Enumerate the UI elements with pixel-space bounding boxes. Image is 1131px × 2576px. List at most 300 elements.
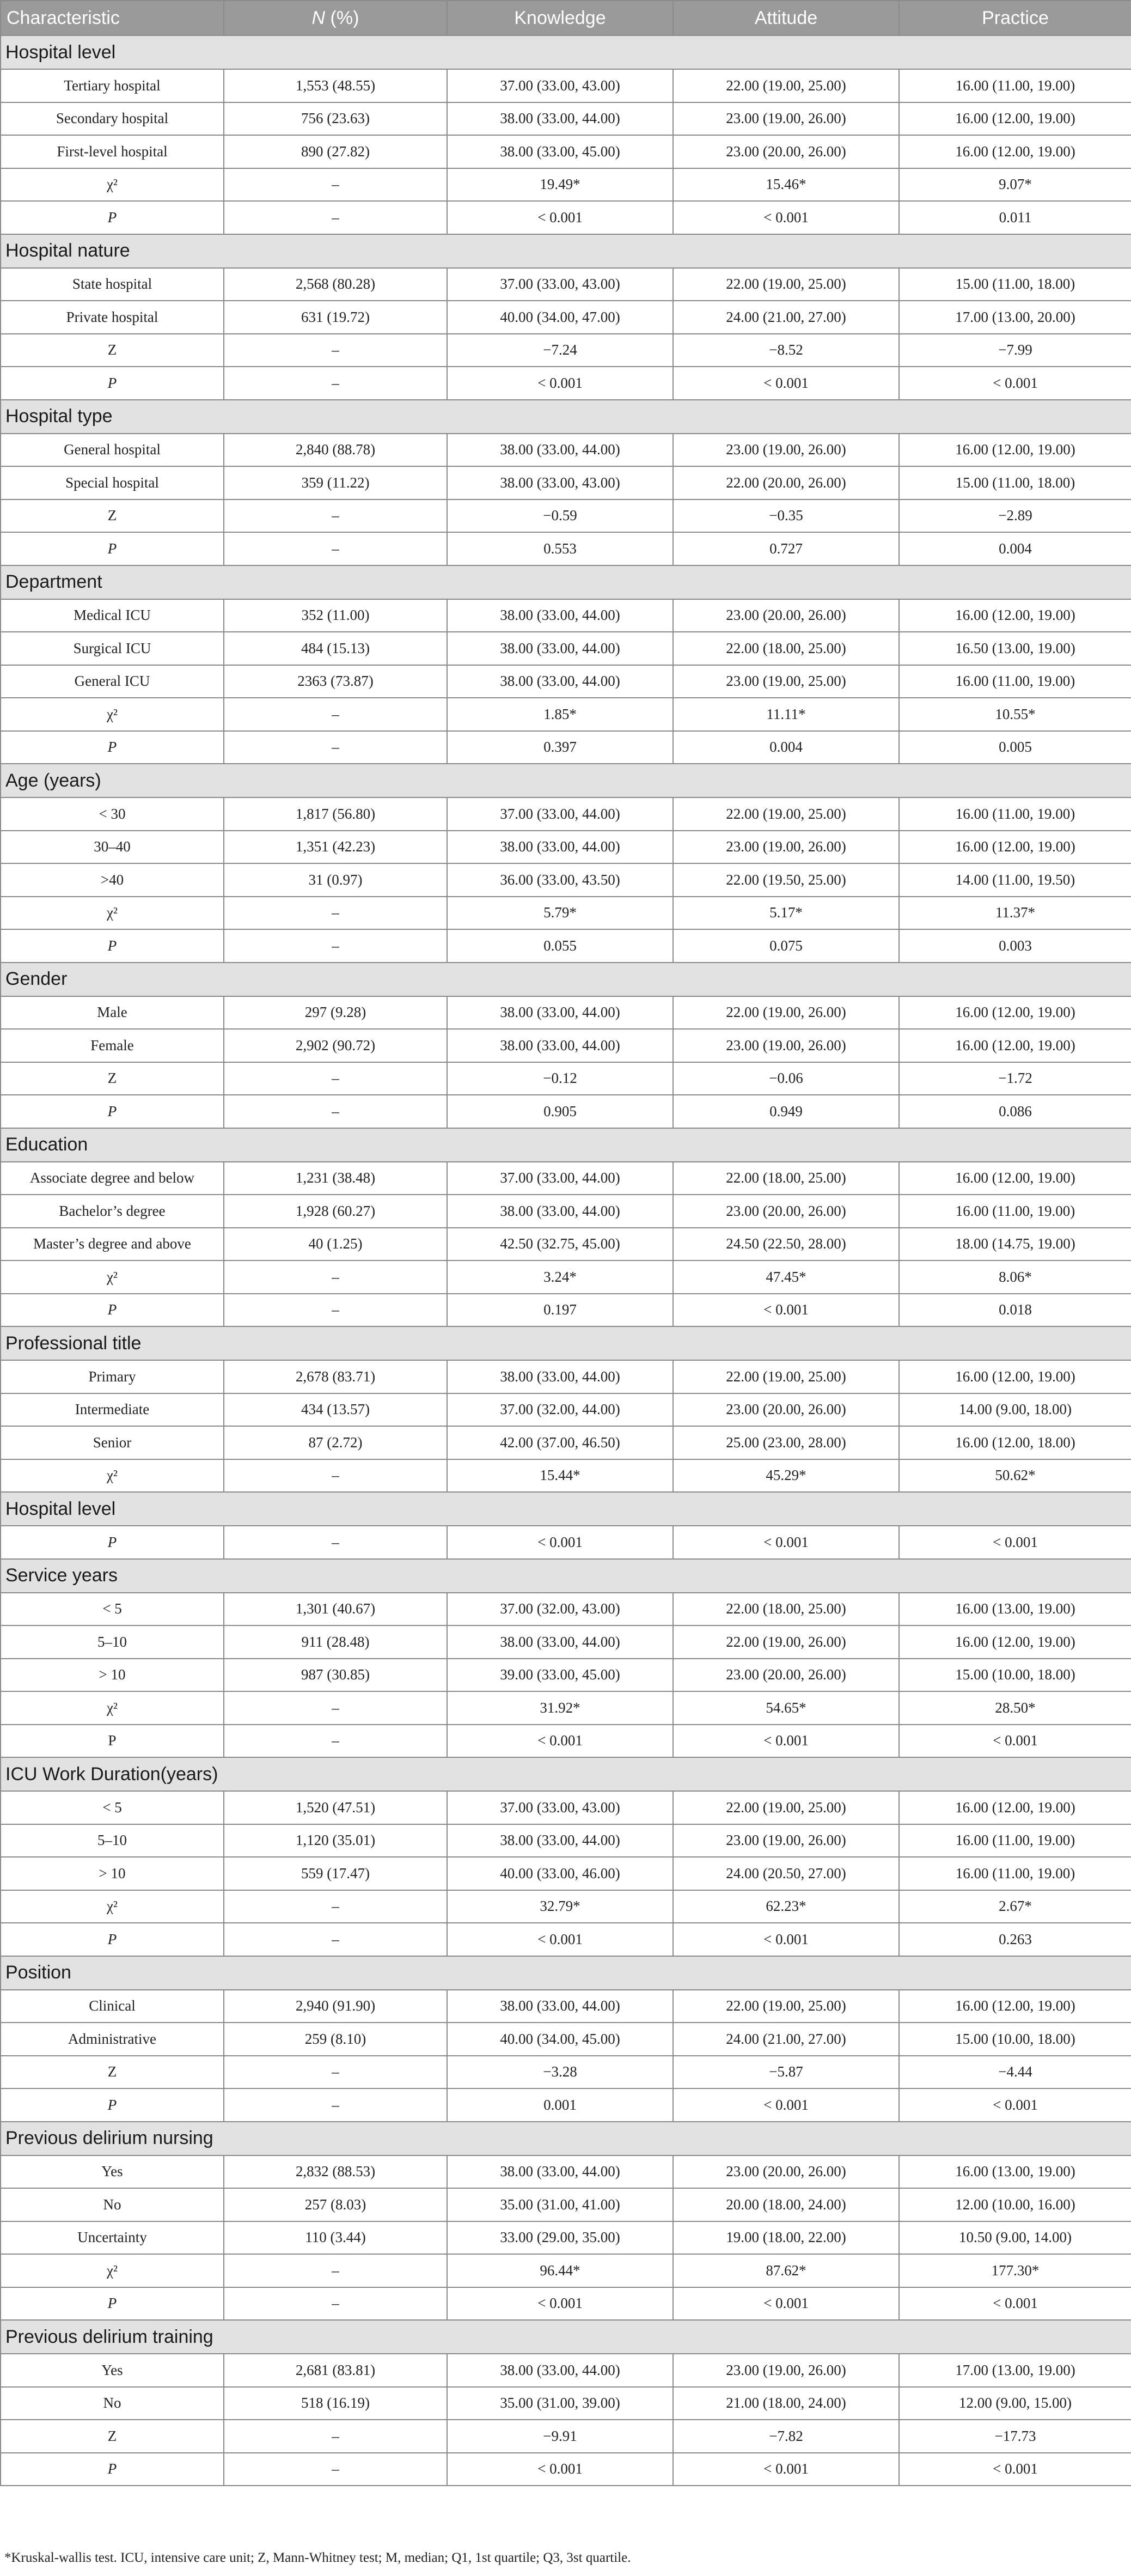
section-header-row	[1, 1128, 1131, 1162]
section-title: Age (years)	[1, 764, 1131, 797]
cell-attitude: −5.87	[673, 2056, 899, 2089]
cell-attitude: 0.075	[673, 929, 899, 963]
section-header-row	[1, 400, 1131, 434]
cell-practice: 16.00 (12.00, 19.00)	[899, 1625, 1131, 1659]
cell-attitude: 23.00 (19.00, 26.00)	[673, 2354, 899, 2387]
cell-attitude: < 0.001	[673, 2453, 899, 2486]
cell-attitude: 22.00 (19.00, 25.00)	[673, 1360, 899, 1393]
cell-practice: 16.00 (12.00, 19.00)	[899, 1360, 1131, 1393]
cell-practice: 0.003	[899, 929, 1131, 963]
table-row	[1, 1029, 1131, 1062]
row-label: Z	[1, 2420, 224, 2453]
cell-n-percent: 40 (1.25)	[224, 1228, 447, 1261]
row-label: P	[1, 1526, 224, 1559]
cell-practice: 18.00 (14.75, 19.00)	[899, 1228, 1131, 1261]
table-row	[1, 1725, 1131, 1758]
row-label: χ²	[1, 897, 224, 930]
row-label: Yes	[1, 2354, 224, 2387]
cell-attitude: 22.00 (18.00, 25.00)	[673, 632, 899, 665]
table-row	[1, 500, 1131, 533]
cell-n-percent: 2,832 (88.53)	[224, 2155, 447, 2189]
cell-knowledge: 40.00 (33.00, 46.00)	[447, 1857, 673, 1890]
cell-attitude: 11.11*	[673, 698, 899, 731]
cell-attitude: 24.00 (20.50, 27.00)	[673, 1857, 899, 1890]
cell-attitude: −0.35	[673, 500, 899, 533]
row-label: No	[1, 2188, 224, 2221]
table-row	[1, 2420, 1131, 2453]
table-row	[1, 1691, 1131, 1725]
section-title: Position	[1, 1956, 1131, 1990]
row-label: First-level hospital	[1, 135, 224, 168]
table-footnote: *Kruskal-wallis test. ICU, intensive care unit; Z, Mann-Whitney test; M, median; Q1, 1st quartile; Q3, 3st quartile.	[4, 2550, 631, 2565]
cell-practice: 177.30*	[899, 2254, 1131, 2287]
section-header-row	[1, 1956, 1131, 1990]
cell-n-percent: 2,678 (83.71)	[224, 1360, 447, 1393]
cell-n-percent: –	[224, 168, 447, 202]
cell-attitude: 20.00 (18.00, 24.00)	[673, 2188, 899, 2221]
cell-practice: 16.00 (11.00, 19.00)	[899, 1857, 1131, 1890]
cell-practice: 12.00 (9.00, 15.00)	[899, 2387, 1131, 2420]
header-n-italic: N	[311, 7, 326, 28]
table-row	[1, 698, 1131, 731]
cell-practice: < 0.001	[899, 367, 1131, 400]
cell-practice: 12.00 (10.00, 16.00)	[899, 2188, 1131, 2221]
cell-attitude: < 0.001	[673, 201, 899, 234]
cell-practice: 8.06*	[899, 1260, 1131, 1294]
table-row	[1, 2254, 1131, 2287]
row-label: Intermediate	[1, 1393, 224, 1427]
table-row	[1, 2354, 1131, 2387]
cell-practice: 16.00 (12.00, 18.00)	[899, 1426, 1131, 1459]
cell-knowledge: 37.00 (33.00, 44.00)	[447, 1162, 673, 1195]
section-title: Department	[1, 565, 1131, 599]
cell-knowledge: −0.59	[447, 500, 673, 533]
cell-n-percent: –	[224, 201, 447, 234]
row-label: Z	[1, 500, 224, 533]
cell-attitude: 23.00 (20.00, 26.00)	[673, 135, 899, 168]
cell-practice: −2.89	[899, 500, 1131, 533]
row-label: P	[1, 2088, 224, 2122]
cell-n-percent: –	[224, 929, 447, 963]
row-label: Administrative	[1, 2023, 224, 2056]
cell-knowledge: 38.00 (33.00, 44.00)	[447, 1824, 673, 1858]
row-label: P	[1, 201, 224, 234]
cell-knowledge: 39.00 (33.00, 45.00)	[447, 1659, 673, 1692]
cell-knowledge: 38.00 (33.00, 44.00)	[447, 1990, 673, 2023]
cell-practice: 0.004	[899, 532, 1131, 565]
table-row	[1, 532, 1131, 565]
cell-knowledge: 38.00 (33.00, 44.00)	[447, 1360, 673, 1393]
row-label: P	[1, 731, 224, 764]
cell-practice: < 0.001	[899, 1725, 1131, 1758]
table-row	[1, 69, 1131, 102]
cell-practice: < 0.001	[899, 2088, 1131, 2122]
cell-knowledge: 38.00 (33.00, 44.00)	[447, 434, 673, 467]
cell-attitude: < 0.001	[673, 1725, 899, 1758]
cell-knowledge: 37.00 (33.00, 43.00)	[447, 268, 673, 301]
cell-n-percent: 2,568 (80.28)	[224, 268, 447, 301]
row-label: < 30	[1, 797, 224, 831]
cell-n-percent: –	[224, 2088, 447, 2122]
section-header-row	[1, 963, 1131, 996]
cell-attitude: < 0.001	[673, 1526, 899, 1559]
row-label: P	[1, 929, 224, 963]
table-row	[1, 301, 1131, 334]
cell-knowledge: 3.24*	[447, 1260, 673, 1294]
section-title: Education	[1, 1128, 1131, 1162]
cell-attitude: 22.00 (19.00, 26.00)	[673, 1625, 899, 1659]
table-row	[1, 2056, 1131, 2089]
cell-knowledge: 37.00 (33.00, 43.00)	[447, 69, 673, 102]
cell-knowledge: 15.44*	[447, 1459, 673, 1493]
cell-n-percent: 756 (23.63)	[224, 102, 447, 136]
row-label: Primary	[1, 1360, 224, 1393]
cell-attitude: 23.00 (20.00, 26.00)	[673, 599, 899, 632]
cell-knowledge: 35.00 (31.00, 41.00)	[447, 2188, 673, 2221]
row-label: Female	[1, 1029, 224, 1062]
cell-knowledge: 37.00 (32.00, 44.00)	[447, 1393, 673, 1427]
cell-n-percent: 911 (28.48)	[224, 1625, 447, 1659]
cell-knowledge: 38.00 (33.00, 44.00)	[447, 1029, 673, 1062]
cell-practice: 16.00 (12.00, 19.00)	[899, 996, 1131, 1030]
cell-attitude: 22.00 (18.00, 25.00)	[673, 1162, 899, 1195]
row-label: Tertiary hospital	[1, 69, 224, 102]
row-label: 5–10	[1, 1625, 224, 1659]
cell-knowledge: −7.24	[447, 334, 673, 367]
cell-practice: 16.00 (12.00, 19.00)	[899, 831, 1131, 864]
cell-practice: −17.73	[899, 2420, 1131, 2453]
section-header-row	[1, 35, 1131, 69]
row-label: Special hospital	[1, 466, 224, 500]
cell-practice: 16.00 (11.00, 19.00)	[899, 665, 1131, 698]
table-header-row	[1, 1, 1131, 35]
row-label: P	[1, 1725, 224, 1758]
table-row	[1, 1593, 1131, 1626]
cell-knowledge: −9.91	[447, 2420, 673, 2453]
row-label: χ²	[1, 698, 224, 731]
section-title: ICU Work Duration(years)	[1, 1757, 1131, 1791]
cell-knowledge: < 0.001	[447, 1923, 673, 1956]
row-label: P	[1, 1095, 224, 1128]
cell-knowledge: 38.00 (33.00, 44.00)	[447, 632, 673, 665]
table-row	[1, 1228, 1131, 1261]
cell-practice: 16.00 (12.00, 19.00)	[899, 135, 1131, 168]
cell-attitude: 24.00 (21.00, 27.00)	[673, 301, 899, 334]
table-row	[1, 2387, 1131, 2420]
cell-n-percent: 559 (17.47)	[224, 1857, 447, 1890]
cell-practice: 15.00 (11.00, 18.00)	[899, 268, 1131, 301]
cell-knowledge: 0.397	[447, 731, 673, 764]
table-row	[1, 1294, 1131, 1327]
cell-practice: 14.00 (9.00, 18.00)	[899, 1393, 1131, 1427]
cell-n-percent: 2363 (73.87)	[224, 665, 447, 698]
cell-knowledge: 0.001	[447, 2088, 673, 2122]
cell-attitude: 22.00 (19.50, 25.00)	[673, 863, 899, 897]
cell-practice: −7.99	[899, 334, 1131, 367]
cell-practice: 16.00 (11.00, 19.00)	[899, 797, 1131, 831]
cell-practice: 16.00 (12.00, 19.00)	[899, 1791, 1131, 1824]
table-row	[1, 2453, 1131, 2486]
header-practice: Practice	[899, 1, 1131, 35]
cell-n-percent: –	[224, 2056, 447, 2089]
cell-n-percent: 1,231 (38.48)	[224, 1162, 447, 1195]
cell-knowledge: < 0.001	[447, 367, 673, 400]
cell-n-percent: –	[224, 698, 447, 731]
cell-knowledge: 36.00 (33.00, 43.50)	[447, 863, 673, 897]
cell-n-percent: 259 (8.10)	[224, 2023, 447, 2056]
cell-attitude: 24.00 (21.00, 27.00)	[673, 2023, 899, 2056]
cell-practice: 16.00 (12.00, 19.00)	[899, 599, 1131, 632]
cell-n-percent: 484 (15.13)	[224, 632, 447, 665]
cell-practice: 15.00 (10.00, 18.00)	[899, 1659, 1131, 1692]
cell-knowledge: −0.12	[447, 1062, 673, 1095]
cell-attitude: −0.06	[673, 1062, 899, 1095]
row-label: Clinical	[1, 1990, 224, 2023]
cell-practice: 0.005	[899, 731, 1131, 764]
cell-n-percent: 2,902 (90.72)	[224, 1029, 447, 1062]
cell-n-percent: 2,940 (91.90)	[224, 1990, 447, 2023]
cell-n-percent: 110 (3.44)	[224, 2221, 447, 2255]
cell-knowledge: 42.50 (32.75, 45.00)	[447, 1228, 673, 1261]
cell-practice: 17.00 (13.00, 20.00)	[899, 301, 1131, 334]
cell-n-percent: 987 (30.85)	[224, 1659, 447, 1692]
cell-attitude: 23.00 (19.00, 26.00)	[673, 1029, 899, 1062]
table-row	[1, 1062, 1131, 1095]
row-label: Medical ICU	[1, 599, 224, 632]
table-row	[1, 1625, 1131, 1659]
cell-practice: −4.44	[899, 2056, 1131, 2089]
cell-n-percent: –	[224, 1890, 447, 1923]
table-row	[1, 996, 1131, 1030]
cell-n-percent: –	[224, 1294, 447, 1327]
cell-attitude: 22.00 (19.00, 25.00)	[673, 797, 899, 831]
header-knowledge: Knowledge	[447, 1, 673, 35]
cell-n-percent: –	[224, 897, 447, 930]
cell-attitude: < 0.001	[673, 2088, 899, 2122]
cell-knowledge: 40.00 (34.00, 47.00)	[447, 301, 673, 334]
row-label: Master’s degree and above	[1, 1228, 224, 1261]
cell-n-percent: –	[224, 532, 447, 565]
row-label: χ²	[1, 1459, 224, 1493]
table-row	[1, 1095, 1131, 1128]
table-row	[1, 1824, 1131, 1858]
cell-attitude: 22.00 (19.00, 25.00)	[673, 268, 899, 301]
cell-knowledge: 5.79*	[447, 897, 673, 930]
cell-knowledge: 32.79*	[447, 1890, 673, 1923]
cell-attitude: 23.00 (20.00, 26.00)	[673, 1659, 899, 1692]
section-header-row	[1, 2122, 1131, 2155]
row-label: P	[1, 367, 224, 400]
table-row	[1, 863, 1131, 897]
cell-knowledge: 38.00 (33.00, 44.00)	[447, 665, 673, 698]
cell-n-percent: 1,553 (48.55)	[224, 69, 447, 102]
cell-practice: 16.00 (11.00, 19.00)	[899, 69, 1131, 102]
cell-attitude: 22.00 (19.00, 25.00)	[673, 1990, 899, 2023]
cell-attitude: 47.45*	[673, 1260, 899, 1294]
cell-n-percent: 1,817 (56.80)	[224, 797, 447, 831]
table-row	[1, 2155, 1131, 2189]
cell-attitude: 24.50 (22.50, 28.00)	[673, 1228, 899, 1261]
cell-n-percent: 359 (11.22)	[224, 466, 447, 500]
cell-practice: 0.086	[899, 1095, 1131, 1128]
section-title: Hospital level	[1, 1492, 1131, 1526]
row-label: χ²	[1, 2254, 224, 2287]
cell-n-percent: –	[224, 500, 447, 533]
row-label: Senior	[1, 1426, 224, 1459]
cell-attitude: 45.29*	[673, 1459, 899, 1493]
cell-attitude: < 0.001	[673, 367, 899, 400]
row-label: State hospital	[1, 268, 224, 301]
cell-knowledge: < 0.001	[447, 2453, 673, 2486]
cell-practice: 16.00 (12.00, 19.00)	[899, 102, 1131, 136]
cell-knowledge: 33.00 (29.00, 35.00)	[447, 2221, 673, 2255]
cell-n-percent: –	[224, 2287, 447, 2321]
cell-n-percent: 2,681 (83.81)	[224, 2354, 447, 2387]
cell-practice: 16.00 (12.00, 19.00)	[899, 434, 1131, 467]
cell-practice: 28.50*	[899, 1691, 1131, 1725]
row-label: Z	[1, 1062, 224, 1095]
table-row	[1, 1195, 1131, 1228]
cell-knowledge: 38.00 (33.00, 44.00)	[447, 102, 673, 136]
section-header-row	[1, 1757, 1131, 1791]
cell-practice: 16.00 (12.00, 19.00)	[899, 1029, 1131, 1062]
cell-knowledge: 96.44*	[447, 2254, 673, 2287]
cell-practice: 0.018	[899, 1294, 1131, 1327]
section-header-row	[1, 1559, 1131, 1593]
cell-n-percent: –	[224, 2254, 447, 2287]
cell-practice: 11.37*	[899, 897, 1131, 930]
cell-n-percent: 87 (2.72)	[224, 1426, 447, 1459]
section-title: Service years	[1, 1559, 1131, 1593]
cell-knowledge: 38.00 (33.00, 44.00)	[447, 831, 673, 864]
cell-attitude: < 0.001	[673, 1294, 899, 1327]
table-row	[1, 831, 1131, 864]
row-label: > 10	[1, 1857, 224, 1890]
cell-knowledge: 37.00 (33.00, 44.00)	[447, 797, 673, 831]
cell-n-percent: 257 (8.03)	[224, 2188, 447, 2221]
cell-attitude: 22.00 (18.00, 25.00)	[673, 1593, 899, 1626]
cell-n-percent: 518 (16.19)	[224, 2387, 447, 2420]
row-label: < 5	[1, 1593, 224, 1626]
cell-attitude: 0.727	[673, 532, 899, 565]
cell-practice: 16.00 (12.00, 19.00)	[899, 1162, 1131, 1195]
cell-attitude: 22.00 (19.00, 26.00)	[673, 996, 899, 1030]
table-row	[1, 367, 1131, 400]
table-row	[1, 268, 1131, 301]
row-label: Associate degree and below	[1, 1162, 224, 1195]
cell-practice: 16.00 (11.00, 19.00)	[899, 1195, 1131, 1228]
section-header-row	[1, 1492, 1131, 1526]
row-label: General ICU	[1, 665, 224, 698]
cell-knowledge: 1.85*	[447, 698, 673, 731]
header-attitude: Attitude	[673, 1, 899, 35]
row-label: Yes	[1, 2155, 224, 2189]
cell-knowledge: < 0.001	[447, 2287, 673, 2321]
row-label: P	[1, 2287, 224, 2321]
cell-attitude: 23.00 (19.00, 26.00)	[673, 102, 899, 136]
cell-attitude: 23.00 (19.00, 25.00)	[673, 665, 899, 698]
cell-attitude: 87.62*	[673, 2254, 899, 2287]
cell-n-percent: 1,351 (42.23)	[224, 831, 447, 864]
section-title: Previous delirium training	[1, 2320, 1131, 2354]
cell-n-percent: –	[224, 1725, 447, 1758]
row-label: P	[1, 532, 224, 565]
table-row	[1, 1990, 1131, 2023]
cell-attitude: 25.00 (23.00, 28.00)	[673, 1426, 899, 1459]
table-body	[1, 35, 1131, 2486]
cell-attitude: 62.23*	[673, 1890, 899, 1923]
cell-n-percent: –	[224, 334, 447, 367]
row-label: Secondary hospital	[1, 102, 224, 136]
section-header-row	[1, 1326, 1131, 1360]
cell-n-percent: –	[224, 367, 447, 400]
cell-practice: 16.00 (13.00, 19.00)	[899, 1593, 1131, 1626]
cell-n-percent: –	[224, 1095, 447, 1128]
cell-knowledge: 0.905	[447, 1095, 673, 1128]
cell-n-percent: 1,301 (40.67)	[224, 1593, 447, 1626]
cell-knowledge: 38.00 (33.00, 44.00)	[447, 2155, 673, 2189]
table-row	[1, 1360, 1131, 1393]
cell-practice: < 0.001	[899, 2453, 1131, 2486]
table-row	[1, 897, 1131, 930]
row-label: < 5	[1, 1791, 224, 1824]
cell-knowledge: 38.00 (33.00, 45.00)	[447, 135, 673, 168]
cell-attitude: 5.17*	[673, 897, 899, 930]
row-label: Male	[1, 996, 224, 1030]
cell-n-percent: –	[224, 1260, 447, 1294]
cell-n-percent: –	[224, 1923, 447, 1956]
cell-attitude: −7.82	[673, 2420, 899, 2453]
cell-knowledge: 42.00 (37.00, 46.50)	[447, 1426, 673, 1459]
cell-knowledge: 38.00 (33.00, 44.00)	[447, 599, 673, 632]
cell-practice: 16.00 (13.00, 19.00)	[899, 2155, 1131, 2189]
section-title: Previous delirium nursing	[1, 2122, 1131, 2155]
table-row	[1, 135, 1131, 168]
row-label: No	[1, 2387, 224, 2420]
table-row	[1, 1923, 1131, 1956]
section-title: Gender	[1, 963, 1131, 996]
row-label: General hospital	[1, 434, 224, 467]
cell-attitude: 23.00 (19.00, 26.00)	[673, 1824, 899, 1858]
cell-practice: −1.72	[899, 1062, 1131, 1095]
cell-attitude: 19.00 (18.00, 22.00)	[673, 2221, 899, 2255]
cell-attitude: 21.00 (18.00, 24.00)	[673, 2387, 899, 2420]
cell-practice: 17.00 (13.00, 19.00)	[899, 2354, 1131, 2387]
cell-n-percent: 2,840 (88.78)	[224, 434, 447, 467]
table-row	[1, 1162, 1131, 1195]
row-label: Surgical ICU	[1, 632, 224, 665]
cell-knowledge: 0.055	[447, 929, 673, 963]
table-row	[1, 731, 1131, 764]
table-row	[1, 2221, 1131, 2255]
cell-knowledge: 40.00 (34.00, 45.00)	[447, 2023, 673, 2056]
row-label: Z	[1, 2056, 224, 2089]
section-title: Professional title	[1, 1326, 1131, 1360]
cell-knowledge: 38.00 (33.00, 43.00)	[447, 466, 673, 500]
cell-practice: 15.00 (10.00, 18.00)	[899, 2023, 1131, 2056]
cell-practice: 0.011	[899, 201, 1131, 234]
cell-n-percent: –	[224, 2453, 447, 2486]
cell-attitude: < 0.001	[673, 2287, 899, 2321]
row-label: P	[1, 1294, 224, 1327]
table-row	[1, 599, 1131, 632]
table-row	[1, 797, 1131, 831]
row-label: 5–10	[1, 1824, 224, 1858]
row-label: Uncertainty	[1, 2221, 224, 2255]
table-row	[1, 2088, 1131, 2122]
table-row	[1, 1659, 1131, 1692]
cell-practice: < 0.001	[899, 1526, 1131, 1559]
